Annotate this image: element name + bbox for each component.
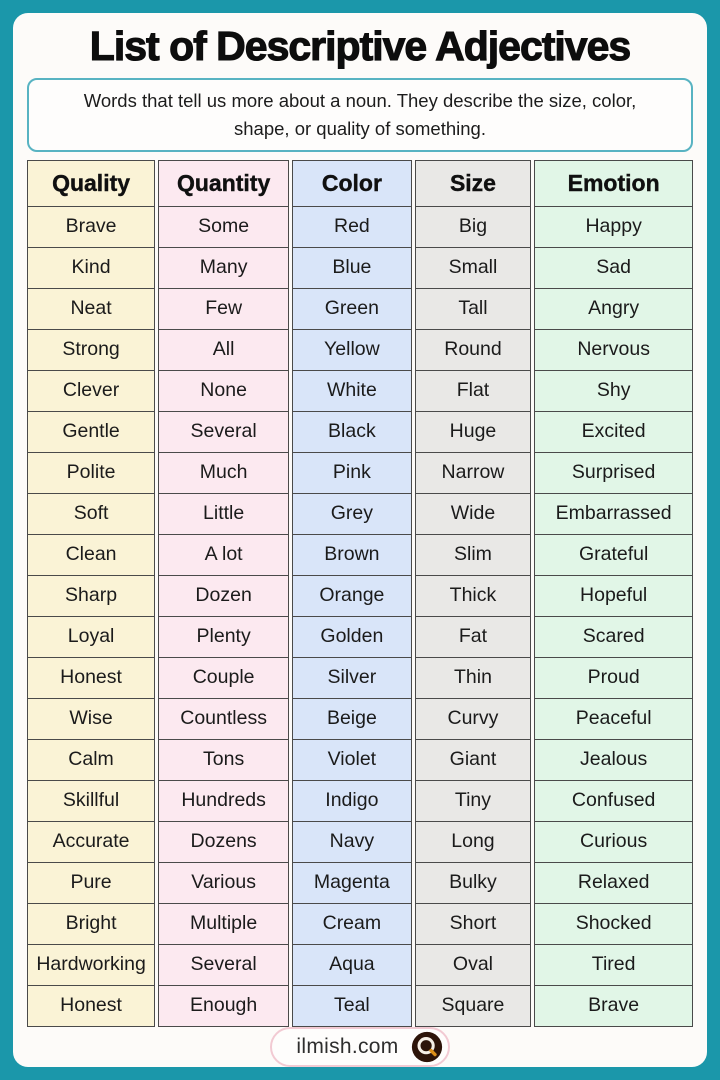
- cell-size-17: Bulky: [416, 862, 531, 903]
- cell-size-2: Small: [416, 247, 531, 288]
- cell-size-11: Fat: [416, 616, 531, 657]
- cell-color-13: Beige: [293, 698, 411, 739]
- cell-quality-11: Loyal: [28, 616, 154, 657]
- cell-size-12: Thin: [416, 657, 531, 698]
- cell-color-12: Silver: [293, 657, 411, 698]
- cell-quality-7: Polite: [28, 452, 154, 493]
- cell-color-10: Orange: [293, 575, 411, 616]
- cell-quantity-13: Countless: [159, 698, 288, 739]
- cell-emotion-11: Scared: [535, 616, 692, 657]
- cell-color-3: Green: [293, 288, 411, 329]
- cell-color-8: Grey: [293, 493, 411, 534]
- cell-size-9: Slim: [416, 534, 531, 575]
- cell-size-4: Round: [416, 329, 531, 370]
- cell-emotion-9: Grateful: [535, 534, 692, 575]
- cell-emotion-16: Curious: [535, 821, 692, 862]
- cell-size-3: Tall: [416, 288, 531, 329]
- column-size: [415, 160, 532, 1027]
- page-title: List of Descriptive Adjectives: [89, 23, 631, 69]
- cell-size-20: Square: [416, 985, 531, 1026]
- cell-emotion-17: Relaxed: [535, 862, 692, 903]
- column-quality: [27, 160, 155, 1027]
- cell-quantity-9: A lot: [159, 534, 288, 575]
- cell-size-7: Narrow: [416, 452, 531, 493]
- cell-emotion-8: Embarrassed: [535, 493, 692, 534]
- column-color: [292, 160, 412, 1027]
- cell-color-6: Black: [293, 411, 411, 452]
- adjectives-table: [27, 160, 693, 1027]
- cell-emotion-7: Surprised: [535, 452, 692, 493]
- cell-quality-20: Honest: [28, 985, 154, 1026]
- cell-size-19: Oval: [416, 944, 531, 985]
- description-box: [27, 78, 693, 152]
- footer: [27, 1027, 693, 1067]
- cell-quantity-11: Plenty: [159, 616, 288, 657]
- cell-color-17: Magenta: [293, 862, 411, 903]
- cell-quality-8: Soft: [28, 493, 154, 534]
- cell-size-18: Short: [416, 903, 531, 944]
- column-emotion: [534, 160, 693, 1027]
- cell-color-19: Aqua: [293, 944, 411, 985]
- cell-emotion-3: Angry: [535, 288, 692, 329]
- cell-quality-13: Wise: [28, 698, 154, 739]
- cell-quality-19: Hardworking: [28, 944, 154, 985]
- cell-color-9: Brown: [293, 534, 411, 575]
- cell-emotion-12: Proud: [535, 657, 692, 698]
- cell-quantity-15: Hundreds: [159, 780, 288, 821]
- cell-quality-2: Kind: [28, 247, 154, 288]
- cell-quantity-6: Several: [159, 411, 288, 452]
- cell-emotion-14: Jealous: [535, 739, 692, 780]
- site-name: ilmish.com: [296, 1034, 399, 1058]
- cell-emotion-1: Happy: [535, 206, 692, 247]
- cell-emotion-18: Shocked: [535, 903, 692, 944]
- cell-quantity-12: Couple: [159, 657, 288, 698]
- cell-color-15: Indigo: [293, 780, 411, 821]
- description-text: Words that tell us more about a noun. They describe the size, color, shape, or quality of something.: [83, 90, 637, 139]
- cell-quality-16: Accurate: [28, 821, 154, 862]
- cell-quantity-17: Various: [159, 862, 288, 903]
- cell-quality-9: Clean: [28, 534, 154, 575]
- column-header-size: Size: [449, 169, 496, 196]
- cell-quality-3: Neat: [28, 288, 154, 329]
- column-header-emotion: Emotion: [567, 169, 660, 196]
- cell-quantity-10: Dozen: [159, 575, 288, 616]
- cell-emotion-13: Peaceful: [535, 698, 692, 739]
- cell-size-14: Giant: [416, 739, 531, 780]
- cell-quality-4: Strong: [28, 329, 154, 370]
- cell-quality-5: Clever: [28, 370, 154, 411]
- cell-quantity-14: Tons: [159, 739, 288, 780]
- cell-size-16: Long: [416, 821, 531, 862]
- magnifier-q-icon: [411, 1031, 443, 1063]
- cell-quantity-5: None: [159, 370, 288, 411]
- cell-quantity-19: Several: [159, 944, 288, 985]
- cell-size-5: Flat: [416, 370, 531, 411]
- cell-color-14: Violet: [293, 739, 411, 780]
- cell-color-20: Teal: [293, 985, 411, 1026]
- site-pill: [270, 1027, 449, 1067]
- cell-size-1: Big: [416, 206, 531, 247]
- cell-quantity-8: Little: [159, 493, 288, 534]
- cell-quality-15: Skillful: [28, 780, 154, 821]
- poster-card: [13, 13, 707, 1067]
- cell-emotion-15: Confused: [535, 780, 692, 821]
- cell-size-15: Tiny: [416, 780, 531, 821]
- cell-size-6: Huge: [416, 411, 531, 452]
- column-quantity: [158, 160, 289, 1027]
- cell-color-1: Red: [293, 206, 411, 247]
- cell-color-7: Pink: [293, 452, 411, 493]
- cell-quantity-2: Many: [159, 247, 288, 288]
- cell-emotion-4: Nervous: [535, 329, 692, 370]
- cell-color-5: White: [293, 370, 411, 411]
- cell-color-2: Blue: [293, 247, 411, 288]
- cell-quality-17: Pure: [28, 862, 154, 903]
- cell-emotion-2: Sad: [535, 247, 692, 288]
- cell-quantity-3: Few: [159, 288, 288, 329]
- cell-quality-12: Honest: [28, 657, 154, 698]
- cell-quantity-16: Dozens: [159, 821, 288, 862]
- cell-emotion-6: Excited: [535, 411, 692, 452]
- cell-color-16: Navy: [293, 821, 411, 862]
- cell-size-13: Curvy: [416, 698, 531, 739]
- cell-quantity-18: Multiple: [159, 903, 288, 944]
- cell-emotion-5: Shy: [535, 370, 692, 411]
- cell-size-8: Wide: [416, 493, 531, 534]
- cell-color-18: Cream: [293, 903, 411, 944]
- cell-size-10: Thick: [416, 575, 531, 616]
- cell-quality-10: Sharp: [28, 575, 154, 616]
- cell-quality-6: Gentle: [28, 411, 154, 452]
- cell-quality-1: Brave: [28, 206, 154, 247]
- cell-emotion-20: Brave: [535, 985, 692, 1026]
- column-header-color: Color: [321, 169, 382, 196]
- cell-emotion-10: Hopeful: [535, 575, 692, 616]
- cell-emotion-19: Tired: [535, 944, 692, 985]
- cell-quantity-20: Enough: [159, 985, 288, 1026]
- cell-color-11: Golden: [293, 616, 411, 657]
- cell-quantity-7: Much: [159, 452, 288, 493]
- cell-quantity-4: All: [159, 329, 288, 370]
- column-header-quantity: Quantity: [176, 169, 271, 196]
- cell-color-4: Yellow: [293, 329, 411, 370]
- column-header-quality: Quality: [52, 169, 131, 196]
- cell-quality-18: Bright: [28, 903, 154, 944]
- cell-quality-14: Calm: [28, 739, 154, 780]
- cell-quantity-1: Some: [159, 206, 288, 247]
